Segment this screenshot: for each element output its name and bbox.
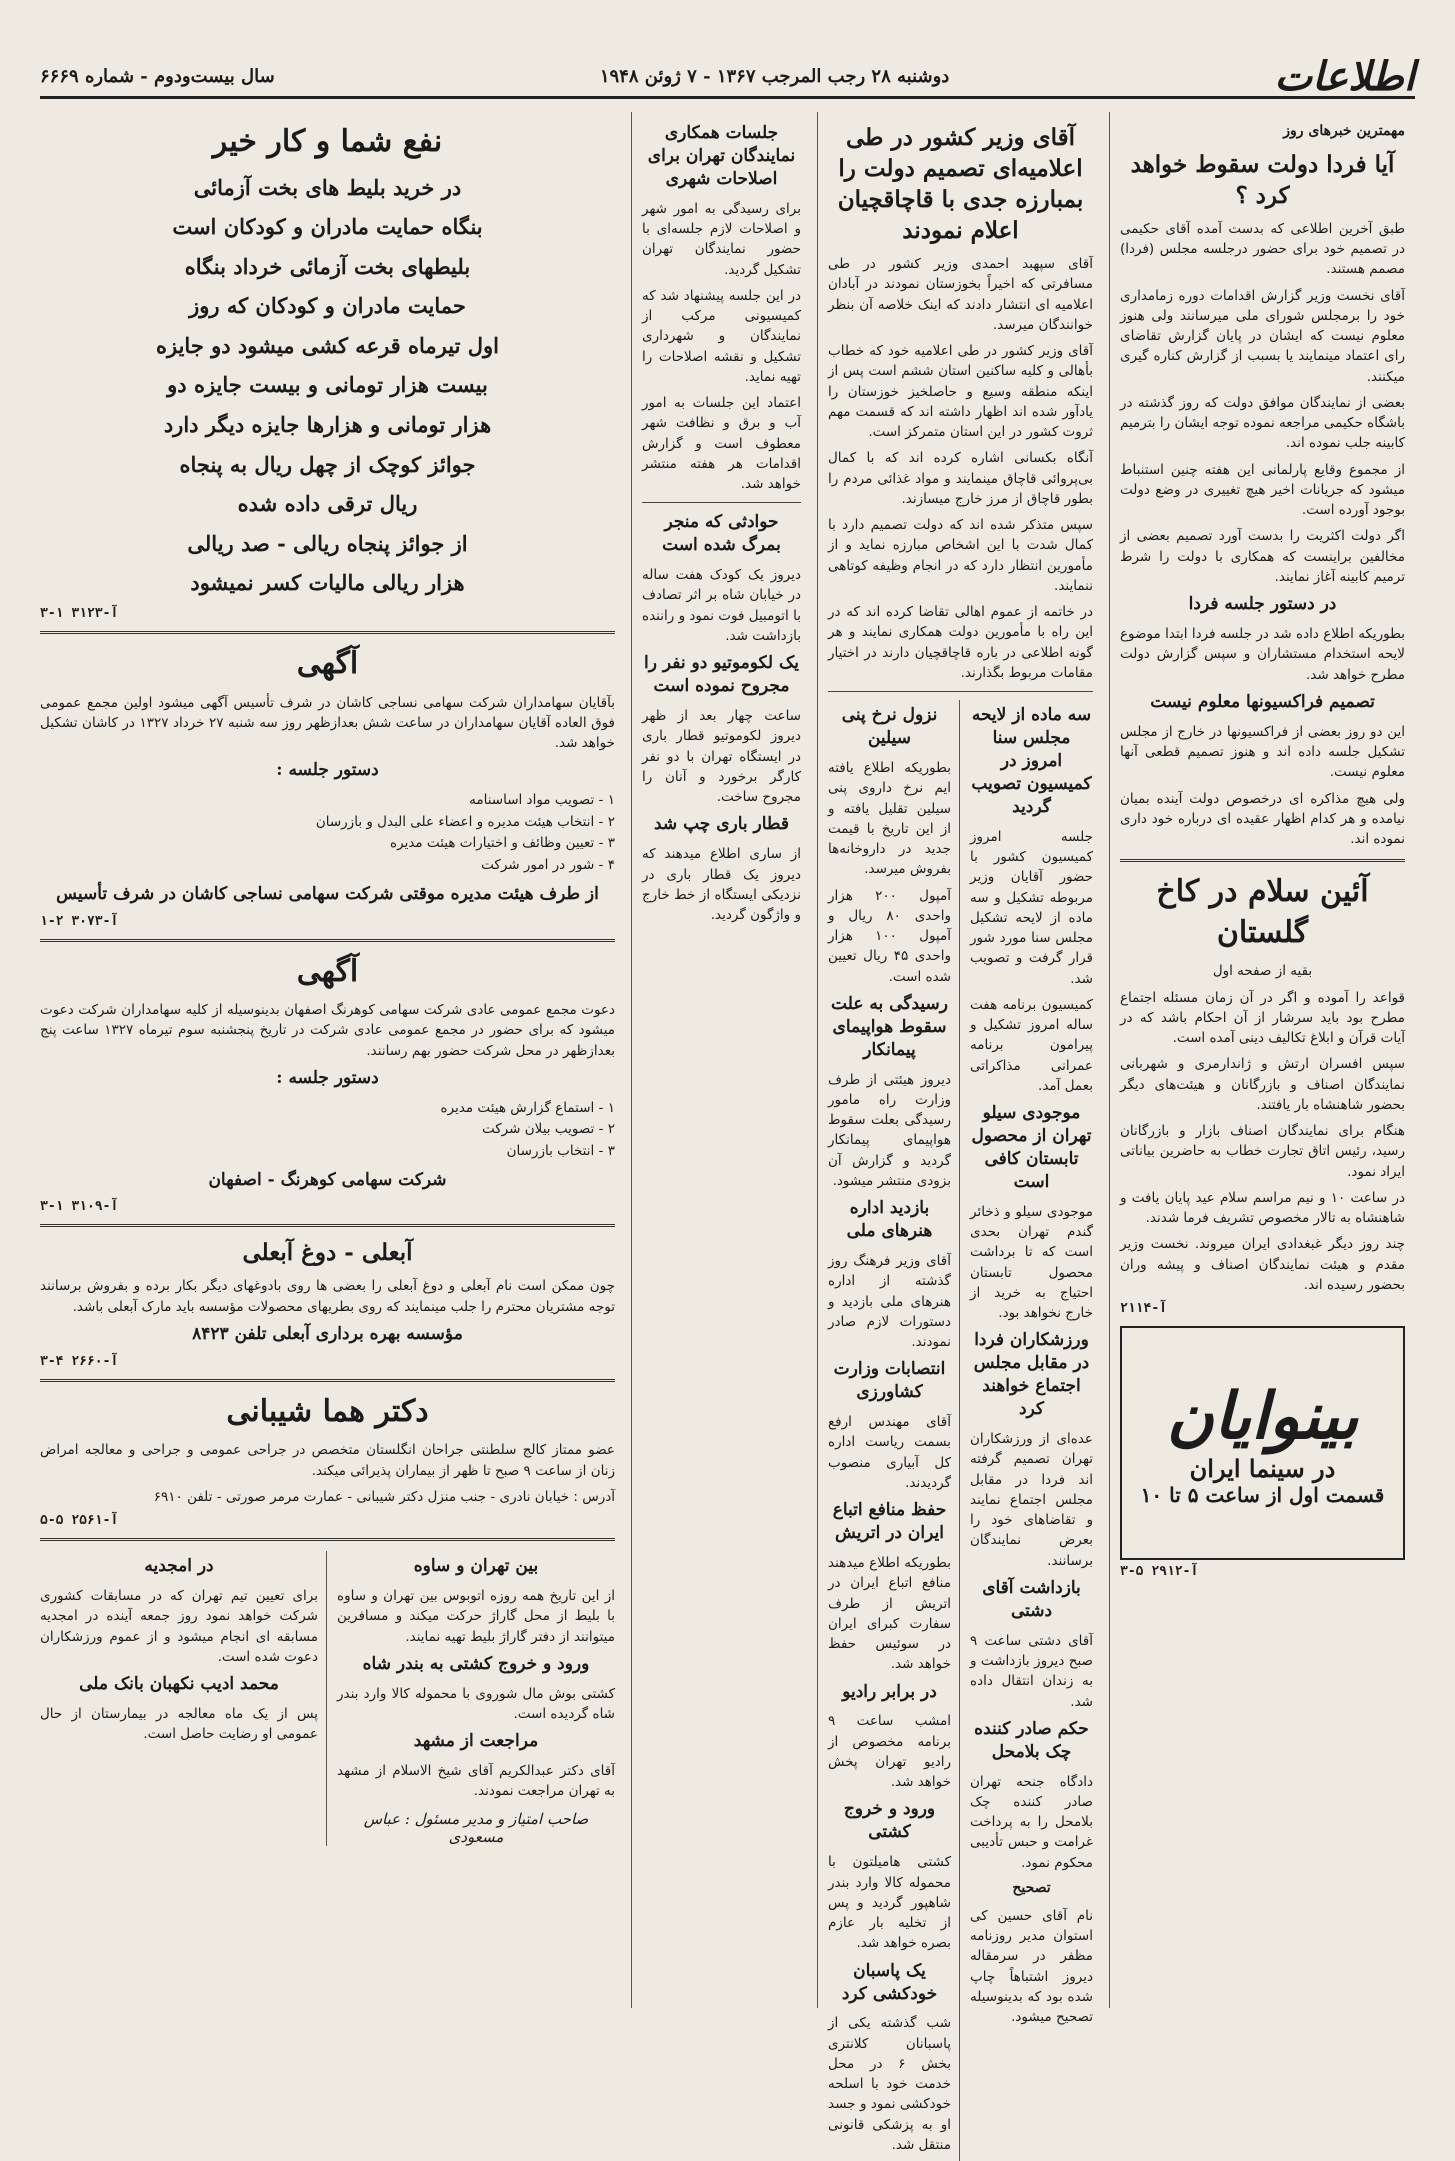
ad-line: بنگاه حمایت مادران و کودکان است [172,214,483,240]
article-paragraph: آقای مهندس ارفع بسمت ریاست اداره کل آبیاری منصوب گردیدند. [828,1414,951,1491]
article-paragraph: موجودی سیلو و ذخائر گندم تهران بحدی است که تا برداشت محصول تابستان احتیاج به خرید از خارج نخواهد بود. [970,1203,1093,1322]
article-paragraph: سپس افسران ارتش و ژاندارمری و شهربانی نمایندگان اصناف و بازرگانان و هیئت‌های دیگر بحضور شاهنشاه بار یافتند. [1120,1056,1405,1113]
article-paragraph: دادگاه جنحه تهران صادر کننده چک بلامحل را به پرداخت غرامت و حبس تأدیبی محکوم نمود. [970,1773,1093,1871]
doctor-ad-title: دکتر هما شیبانی [226,1393,429,1429]
article-paragraph: طبق آخرین اطلاعی که بدست آمده آقای حکیمی در تصمیم خود برای حضور درجلسه مجلس (فردا) مصمم هستند. [1120,220,1405,278]
article-paragraph: جلسه امروز کمیسیون کشور با حضور آقایان وزیر مربوطه تشکیل و سه ماده از لایحه تشکیل مجلس سنا مورد شور قرار گرفت و تصویب شد. [970,828,1093,987]
article-paragraph: بطوریکه اطلاع یافته ایم نرخ داروی پنی سیلین تقلیل یافته و از این تاریخ با قیمت جدید در داروخانه‌ها بفروش میرسد. [828,760,951,878]
notice-signature: از طرف هیئت مدیره موقتی شرکت سهامی نساجی کاشان در شرف تأسیس [56,883,599,904]
agenda-item: ۳ - تعیین وظائف و اختیارات هیئت مدیره [390,835,615,852]
article-paragraph: اعتماد این جلسات به امور آب و برق و نظافت شهر معطوف است و گزارش اقدامات هر هفته منتشر خواهد شد. [642,395,801,493]
article-paragraph: ولی هیچ مذاکره ای درخصوص دولت آینده بمیان نیامده و هر کدام اظهار عقیده ای درباره خود داری نموده اند. [1120,790,1405,848]
divider [1120,859,1405,862]
subheading: مراجعت از مشهد [413,1731,539,1752]
cinema-ad-banner [1120,1326,1405,1560]
headline-golestan-salam: آئین سلام در کاخ گلستان [1156,874,1369,950]
subheading: در برابر رادیو [842,1681,937,1702]
subheading: بین تهران و ساوه [413,1556,539,1577]
article-paragraph: پس از یک ماه معالجه در بیمارستان از حال عمومی او رضایت حاصل است. [40,1706,318,1743]
publisher-signature: صاحب امتیاز و مدیر مسئول : عباس مسعودی [363,1809,589,1846]
ad-line: جوائز کوچک از چهل ریال به پنجاه [179,451,476,477]
ad-reference: آ-۲۵۶۱ ۵-۵ [40,1513,119,1529]
news-subcolumn-left [828,700,960,2161]
ad-reference: آ-۳۰۷۳ ۲-۱ [40,913,119,929]
column-interior-minister [817,112,1103,2153]
banner-schedule: قسمت اول از ساعت ۵ تا ۱۰ [1140,1483,1385,1508]
notice-title: آگهی [296,646,359,682]
ad-line: حمایت مادران و کودکان که روز [189,293,466,319]
ad-line: هزار ریالی مالیات کسر نمیشود [190,570,465,596]
column-top-news [1109,112,1415,2008]
notice-paragraph: آدرس : خیابان نادری - جنب منزل دکتر شیبانی - عمارت مرمر صورتی - تلفن ۶۹۱۰ [153,1488,615,1505]
article-paragraph: آنگاه بکسانی اشاره کرده اند که با کمال بی‌پروائی قاچاق مینمایند و مواد غذائی مردم را بطور قاچاق از مرز خارج میسازند. [828,450,1093,507]
agenda-item: ۲ - تصویب بیلان شرکت [482,1121,615,1138]
article-paragraph: قواعد را آموده و اگر در آن زمان مسئله اجتماع مطرح بود باید سرشار از آن احکام باشد که در آیات قرآن و ابلاغ تکالیف دینی آمده است. [1120,989,1405,1047]
article-paragraph: هنگام برای نمایندگان اصناف بازار و بازرگانان رسید، رئیس اتاق تجارت خطاب به حاضرین بیاناتی ایراد نمود. [1120,1123,1405,1180]
subheading: قطار باری چپ شد [653,814,789,835]
ad-reference: آ-۳۱۲۳ ۱-۳ [40,606,119,622]
subheading: سه ماده از لایحه مجلس سنا امروز در کمیسیون تصویب گردید [971,705,1092,817]
subheading: حفظ منافع اتباع ایران در اتریش [832,1500,947,1544]
article-paragraph: آقای سپهبد احمدی وزیر کشور در طی مسافرتی که اخیراً بخوزستان نمودند در آبادان اعلامیه ای انتشار دادند که اینک خلاصه آن بنظر خوانندگان میرسد. [828,256,1093,333]
ad-line: هزار تومانی و هزارها جایزه دیگر دارد [163,412,492,438]
ad-line: ریال ترقی داده شده [237,491,418,517]
article-paragraph: سپس متذکر شده اند که دولت تصمیم دارد با کمال شدت با این اشخاص مبارزه نماید و از مأمورین انتظار دارد که در انجام وظیفه کوتاهی ننمایند. [828,517,1093,594]
notice-title: آگهی [296,953,359,989]
divider [40,1538,615,1541]
article-paragraph: کمیسیون برنامه هفت ساله امروز تشکیل و پیرامون برنامه عمرانی مذاکراتی بعمل آمد. [970,996,1093,1094]
bottom-subcolumn-right [337,1551,615,1846]
subheading: بازدید اداره هنرهای ملی [846,1198,933,1242]
volume-number: سال بیست‌ودوم - شماره ۶۶۶۹ [40,65,275,87]
dateline: دوشنبه ۲۸ رجب المرجب ۱۳۶۷ - ۷ ژوئن ۱۹۴۸ [599,65,950,87]
subheading: حوادثی که منجر بمرگ شده است [662,512,781,556]
article-paragraph: آقای وزیر فرهنگ روز گذشته از اداره هنرهای ملی بازدید و دستورات لازم صادر نمودند. [828,1253,951,1350]
agenda-item: ۴ - شور در امور شرکت [481,857,615,873]
notice-paragraph: عضو ممتاز کالج سلطنتی جراحان انگلستان متخصص در جراحی عمومی و جراحی و معالجه امراض زنان از ساعت ۹ صبح تا ظهر از بیماران پذیرائی میکند. [40,1442,615,1479]
subheading: تصحیح [1012,1879,1051,1896]
subheading: یک لکوموتیو دو نفر را مجروح نموده است [644,653,799,697]
article-paragraph: ساعت چهار بعد از ظهر دیروز لکوموتیو قطار باری در ایستگاه تهران با دو نفر کارگر برخورد و آنان را مجروح ساخت. [642,708,801,806]
ad-line: بلیطهای بخت آزمائی خرداد بنگاه [184,253,471,279]
article-paragraph: در خاتمه از عموم اهالی تقاضا کرده اند که در این راه با مأمورین دولت همکاری نمایند و هر گونه اطلاعی در باره قاچاقچیان دارند در اختیار مقامات مربوط بگذارند. [828,604,1093,681]
article-paragraph: برای تعیین تیم تهران که در مسابقات کشوری شرکت خواهد نمود روز جمعه آینده در امجدیه مسابقه ای انجام میشود و از عموم ورزشکاران دعوت شده است. [40,1588,318,1665]
article-paragraph: در این جلسه پیشنهاد شد که کمیسیونی مرکب از نمایندگان و شهرداری تشکیل و نقشه اصلاحات را تهیه نماید. [642,287,801,385]
ad-line: در خرید بلیط های بخت آزمائی [193,174,462,200]
article-paragraph: دیروز هیئتی از طرف وزارت راه مامور رسیدگی بعلت سقوط هواپیمای پیمانکار گردید و گزارش آن بزودی منتشر میشود. [828,1071,951,1189]
two-column-news [828,700,1093,2161]
notice-paragraph: بآقایان سهامداران شرکت سهامی نساجی کاشان در شرف تأسیس آگهی میشود اولین مجمع عمومی فوق العاده آقایان سهامداران در ساعت شش بعدازظهر روز سه شنبه ۲۷ خرداد ۱۳۲۷ در کاشان تشکیل خواهد شد. [40,694,615,752]
subheading: بازداشت آقای دشتی [982,1577,1081,1621]
agenda-item: ۲ - انتخاب هیئت مدیره و اعضاء علی البدل و بازرسان [315,813,615,830]
ad-line: اول تیرماه قرعه کشی میشود دو جایزه [156,332,499,358]
banner-title: بینوایان [1166,1379,1359,1455]
article-paragraph: دیروز یک کودک هفت ساله در خیابان شاه بر اثر تصادف با اتومبیل فوت نمود و راننده بازداشت شد. [642,567,801,644]
column-advertisements [30,112,625,2008]
article-paragraph: امشب ساعت ۹ برنامه مخصوص از رادیو تهران پخش خواهد شد. [828,1713,951,1791]
continued-note: بقیه از صفحه اول [1212,963,1313,980]
subheading: ورود و خروج کشتی [843,1799,936,1843]
article-paragraph: چند روز دیگر غبغدادی ایران میروند. نخست وزیر مقدم و هیئت نمایندگان اصناف و پیشه وران بحضور رسیده اند. [1120,1236,1405,1293]
article-paragraph: آقای دکتر عبدالکریم آقای شیخ الاسلام از مشهد به تهران مراجعت نمودند. [337,1763,615,1800]
ad-reference: آ-۲۹۱۲ ۵-۳ [1120,1564,1199,1580]
divider [40,631,615,634]
subheading: موجودی سیلو تهران از محصول تابستان کافی است [971,1103,1092,1192]
subheading: انتصابات وزارت کشاورزی [833,1359,946,1403]
subheading: محمد ادیب نکهبان بانک ملی [79,1674,279,1695]
divider [40,1224,615,1227]
bottom-subcolumn-left [40,1551,327,1846]
divider [40,1379,615,1382]
ad-lottery-title: نفع شما و کار خیر [212,124,443,159]
article-paragraph: کشتی بوش مال شوروی با محموله کالا وارد بندر شاه گردیده است. [337,1685,615,1723]
article-paragraph: از این تاریخ همه روزه اتوبوس بین تهران و ساوه با بلیط از محل گاراژ حرکت میکند و مسافرین میتوانند از دفتر گاراژ بلیط تهیه نمایند. [337,1588,615,1645]
article-paragraph: کشتی هامیلتون با محموله کالا وارد بندر شاهپور گردید و پس از تخلیه بار عازم بصره خواهد شد. [828,1854,951,1952]
column-city-news [631,112,811,2008]
masthead-logo: اطلاعات [1274,52,1415,100]
subheading: ورود و خروج کشتی به بندر شاه [362,1653,590,1674]
subheading: نزول نرخ پنی سیلین [841,705,938,749]
article-paragraph: شب گذشته یکی از پاسبانان کلانتری بخش ۶ در محل خدمت خود با اسلحه خودکشی نمود و جسد او به پزشکی قانونی منتقل شد. [828,2015,951,2153]
agenda-title: دستور جلسه : [276,760,379,781]
article-paragraph: از ساری اطلاع میدهند که دیروز یک قطار باری در نزدیکی ایستگاه از خط خارج و واژگون گردید. [642,846,801,923]
article-paragraph: برای رسیدگی به امور شهر و اصلاحات لازم جلسه‌ای با حضور نمایندگان تهران تشکیل گردید. [642,200,801,278]
article-paragraph: آقای دشتی ساعت ۹ صبح دیروز بازداشت و به زندان انتقال داده شد. [970,1632,1093,1710]
notice-paragraph: دعوت مجمع عمومی عادی شرکت سهامی کوهرنگ اصفهان بدینوسیله از کلیه سهامداران شرکت دعوت میشود که برای حضور در مجمع عمومی عادی شرکت در تاریخ پنجشنبه سوم تیرماه ۱۳۲۷ ساعت پنج بعدازظهر در محل شرکت حضور بهم رسانند. [40,1002,615,1059]
article-paragraph: در ساعت ۱۰ و نیم مراسم سلام عید پایان یافت و شاهنشاه به تالار مخصوص تشریف فرما شدند. [1120,1189,1405,1227]
headline-smuggling: آقای وزیر کشور در طی اعلامیه‌ای تصمیم دولت را بمبارزه جدی با قاچاقچیان اعلام نمودند [837,124,1084,245]
divider [40,939,615,942]
agenda-list [40,790,615,876]
article-paragraph: آقای وزیر کشور در طی اعلامیه خود که خطاب بأهالی و کلیه ساکنین استان ششم است پس از اینکه منطقه وسیع و حاصلخیز خوزستان را یادآور شده اند اظهار داشته اند که قسمت مهم ثروت کشور در این استان متمرکز است. [828,343,1093,441]
article-paragraph: آقای نخست وزیر گزارش اقدامات دوره زمامداری خود را برمجلس شورای ملی میرسانند ولی هنوز معلوم نیست که ایشان در پایان گزارش تقاضای رای اعتماد مینمایند یا بسبب از گزارش کناره گیری میکنند. [1120,287,1405,385]
masthead-bar [40,52,1415,100]
notice-paragraph: چون ممکن است نام آبعلی و دوغ آبعلی را بعضی ها روی بادوغهای دیگر بکار برده و بفروش برسانند توجه مشتریان محترم را جلب مینمایند که روی بطریهای محصولات مؤسسه باید مارک آبعلی باشد. [40,1278,615,1315]
kicker: مهمترین خبرهای روز [1283,123,1405,139]
news-subcolumn-right [970,700,1093,2161]
agenda-item: ۱ - استماع گزارش هیئت مدیره [440,1099,615,1116]
notice-signature: مؤسسه بهره برداری آبعلی تلفن ۸۴۲۳ [192,1323,463,1344]
article-paragraph: اگر دولت اکثریت را بدست آورد تصمیم بعضی از مخالفین براینست که همکاری با دولت را شرط ترمیم کابینه آغاز نمایند. [1120,528,1405,585]
agenda-item: ۱ - تصویب مواد اساسنامه [469,792,615,809]
notice-signature: شرکت سهامی کوهرنگ - اصفهان [208,1169,447,1190]
article-paragraph: عده‌ای از ورزشکاران تهران تصمیم گرفته اند فردا در مقابل مجلس اجتماع نمایند و تقاضاهای خود را بعرض نمایندگان برسانند. [970,1431,1093,1569]
banner-subtitle: در سینما ایران [1189,1454,1336,1484]
subheading: یک پاسبان خودکشی کرد [841,1960,938,2004]
ad-reference: آ-۳۱۰۹ ۱-۳ [40,1199,119,1215]
divider [642,502,801,503]
article-paragraph: نام آقای حسین کی استوان مدیر روزنامه مظفر در سرمقاله دیروز اشتباهاً چاپ شده بود که بدینوسیله تصحیح میشود. [970,1907,1093,2026]
ab-ali-title: آبعلی - دوغ آبعلی [242,1239,413,1267]
bottom-news-block [40,1551,615,1846]
article-paragraph: بطوریکه اطلاع داده شد در جلسه فردا ابتدا موضوع لایحه استخدام مستشاران و سپس گزارش دولت مطرح خواهد شد. [1120,626,1405,683]
agenda-title: دستور جلسه : [276,1067,379,1088]
article-paragraph: بطوریکه اطلاع میدهند منافع اتباع ایران در اتریش از طرف سفارت کبرای ایران در سوئیس حفظ خواهد شد. [828,1555,951,1673]
ad-reference: آ-۲۶۶۰ ۴-۳ [40,1353,119,1369]
article-paragraph: از مجموع وقایع پارلمانی این هفته چنین استنباط میشود که جریانات اخیر هیچ تغییری در وضع دولت بوجود آورده است. [1120,461,1405,519]
subheading: تصمیم فراکسیونها معلوم نیست [1150,691,1375,712]
headline-tehran-reps: جلسات همکاری نمایندگان تهران برای اصلاحات شهری [647,123,796,189]
subheading: حکم صادر کننده چک بلامحل [974,1718,1089,1762]
ad-line: از جوائز پنجاه ریالی - صد ریالی [187,530,468,556]
article-paragraph: آمپول ۲۰۰ هزار واحدی ۸۰ ریال و آمپول ۱۰۰ هزار واحدی ۴۵ ریال تعیین شده است. [828,887,952,985]
subheading: در دستور جلسه فردا [1188,594,1337,615]
ad-line: بیست هزار تومانی و بیست جایزه دو [167,372,488,398]
ad-lottery-body [40,171,615,601]
subheading: ورزشکاران فردا در مقابل مجلس اجتماع خواهند کرد [973,1330,1090,1420]
agenda-item: ۳ - انتخاب بازرسان [506,1142,615,1159]
subheading: در امجدیه [144,1556,214,1577]
subheading: رسیدگی به علت سقوط هواپیمای پیمانکار [831,993,948,1060]
article-paragraph: بعضی از نمایندگان موافق دولت که روز گذشته در باشگاه حکیمی مراجعه نموده توجه ایشان را بترمیم کابینه جلب نموده اند. [1120,394,1405,452]
divider [828,691,1093,692]
article-paragraph: این دو روز بعضی از فراکسیونها در خارج از مجلس تشکیل جلسه داده اند و هنوز تصمیم قطعی آنها معلوم نیست. [1120,723,1405,781]
headline-cabinet-fall: آیا فردا دولت سقوط خواهد کرد ؟ [1130,150,1395,209]
ad-reference: آ-۲۱۱۴ [1120,1301,1167,1317]
agenda-list [40,1098,615,1163]
